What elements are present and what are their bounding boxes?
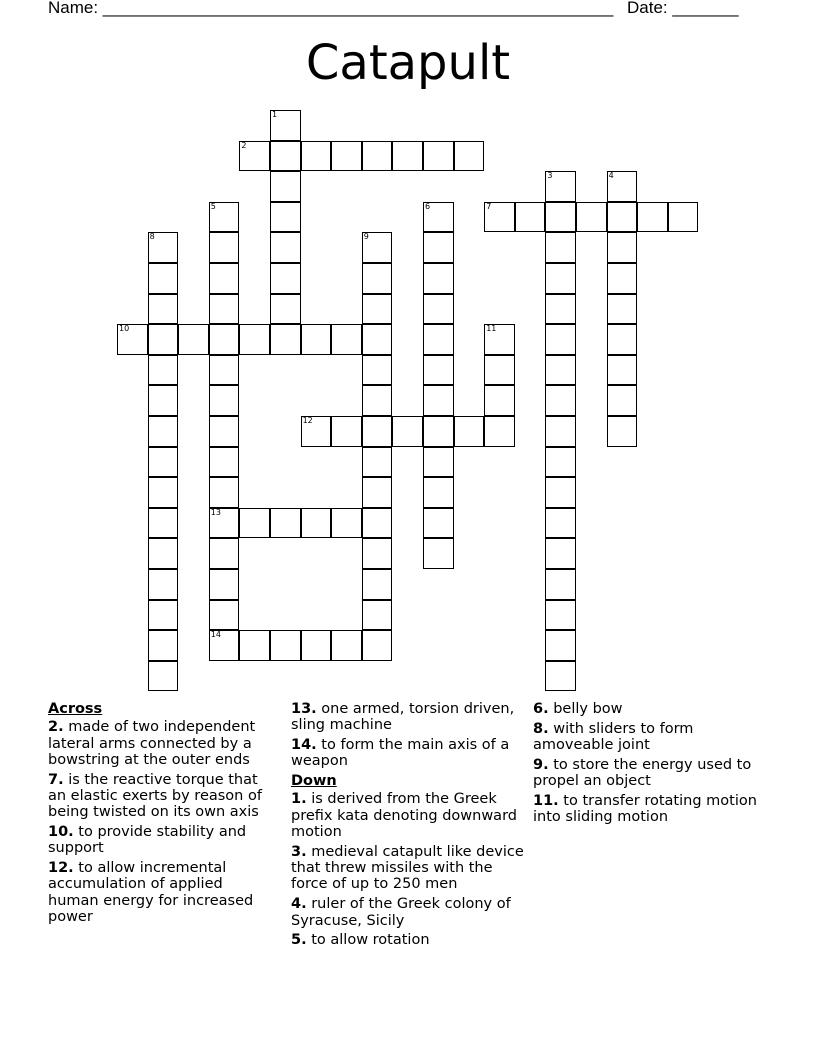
grid-cell[interactable] <box>545 324 576 355</box>
grid-cell[interactable] <box>545 294 576 325</box>
grid-cell[interactable] <box>209 538 240 569</box>
grid-cell[interactable] <box>270 202 301 233</box>
clue-number-label: 13. <box>291 701 317 717</box>
grid-cell[interactable] <box>423 202 454 233</box>
clue-number-label: 4. <box>291 896 307 913</box>
grid-cell[interactable] <box>209 294 240 325</box>
clue-number: 11 <box>486 324 497 334</box>
grid-cell[interactable] <box>607 294 638 325</box>
grid-cell[interactable] <box>301 324 332 355</box>
grid-cell[interactable] <box>607 263 638 294</box>
grid-cell[interactable] <box>423 385 454 416</box>
grid-cell[interactable] <box>301 630 332 661</box>
clue-text: ruler of the Greek colony of Syracuse, Sicily <box>291 896 511 929</box>
grid-cell[interactable] <box>607 385 638 416</box>
clue-number: 13 <box>210 507 221 517</box>
clue-text: to form the main axis of a weapon <box>291 737 510 770</box>
grid-cell[interactable] <box>148 600 179 631</box>
clue-number-label: 6. <box>533 701 549 717</box>
grid-cell[interactable] <box>148 630 179 661</box>
grid-cell[interactable] <box>148 661 179 692</box>
clue-number: 4 <box>608 171 614 181</box>
grid-cell[interactable] <box>178 324 209 355</box>
grid-cell[interactable] <box>270 324 301 355</box>
clue-item <box>533 757 773 790</box>
clue-number: 1 <box>272 110 278 119</box>
grid-cell[interactable] <box>239 324 270 355</box>
clue-item <box>291 737 527 770</box>
grid-cell[interactable] <box>270 630 301 661</box>
clue-number: 8 <box>149 232 155 242</box>
grid-cell[interactable] <box>423 508 454 539</box>
grid-cell[interactable] <box>576 202 607 233</box>
grid-cell[interactable] <box>239 508 270 539</box>
grid-cell[interactable] <box>331 630 362 661</box>
grid-cell[interactable] <box>301 416 332 447</box>
grid-cell[interactable] <box>148 355 179 386</box>
grid-cell[interactable] <box>607 232 638 263</box>
grid-cell[interactable] <box>607 171 638 202</box>
grid-cell[interactable] <box>607 355 638 386</box>
grid-cell[interactable] <box>454 416 485 447</box>
grid-cell[interactable] <box>545 232 576 263</box>
grid-cell[interactable] <box>423 447 454 478</box>
date-field[interactable]: Date: _______ <box>627 0 739 17</box>
grid-cell[interactable] <box>301 141 332 172</box>
grid-cell[interactable] <box>454 141 485 172</box>
grid-cell[interactable] <box>423 538 454 569</box>
grid-cell[interactable] <box>668 202 699 233</box>
clue-number: 9 <box>363 232 369 242</box>
grid-cell[interactable] <box>209 600 240 631</box>
grid-cell[interactable] <box>362 477 393 508</box>
clue-number-label: 11. <box>533 792 559 809</box>
grid-cell[interactable] <box>545 661 576 692</box>
down-heading: Down <box>291 773 337 790</box>
grid-cell[interactable] <box>148 263 179 294</box>
clue-text: to allow incremental accumulation of applied human energy for increased power <box>48 860 254 926</box>
grid-cell[interactable] <box>209 232 240 263</box>
grid-cell[interactable] <box>423 141 454 172</box>
grid-cell[interactable] <box>362 294 393 325</box>
grid-cell[interactable] <box>331 416 362 447</box>
grid-cell[interactable] <box>270 508 301 539</box>
clue-item <box>533 793 773 826</box>
grid-cell[interactable] <box>362 416 393 447</box>
page-title: Catapult <box>305 35 511 91</box>
grid-cell[interactable] <box>331 141 362 172</box>
clue-item <box>533 721 773 754</box>
grid-cell[interactable] <box>209 385 240 416</box>
across-heading: Across <box>48 701 103 717</box>
grid-cell[interactable] <box>209 630 240 661</box>
grid-cell[interactable] <box>545 263 576 294</box>
clue-text: is derived from the Greek prefix kata denoting downward motion <box>291 791 517 841</box>
grid-cell[interactable] <box>209 447 240 478</box>
grid-cell[interactable] <box>607 202 638 233</box>
grid-cell[interactable] <box>148 508 179 539</box>
clue-text: made of two independent lateral arms connected by a bowstring at the outer ends <box>48 719 256 768</box>
clue-item <box>291 791 527 840</box>
grid-cell[interactable] <box>362 569 393 600</box>
grid-cell[interactable] <box>209 355 240 386</box>
grid-cell[interactable] <box>148 416 179 447</box>
grid-cell[interactable] <box>484 355 515 386</box>
grid-cell[interactable] <box>545 416 576 447</box>
grid-cell[interactable] <box>545 171 576 202</box>
grid-cell[interactable] <box>484 324 515 355</box>
clue-number: 7 <box>486 201 492 211</box>
clue-text: to provide stability and support <box>48 824 247 857</box>
grid-cell[interactable] <box>148 294 179 325</box>
clue-number-label: 5. <box>291 932 307 949</box>
grid-cell[interactable] <box>362 141 393 172</box>
grid-cell[interactable] <box>392 141 423 172</box>
clue-number: 2 <box>241 140 247 150</box>
grid-cell[interactable] <box>545 569 576 600</box>
grid-cell[interactable] <box>270 263 301 294</box>
grid-cell[interactable] <box>423 416 454 447</box>
clue-number: 12 <box>302 416 313 425</box>
grid-cell[interactable] <box>209 263 240 294</box>
grid-cell[interactable] <box>392 416 423 447</box>
clue-number-label: 1. <box>291 791 307 808</box>
clue-item <box>48 719 273 768</box>
grid-cell[interactable] <box>545 538 576 569</box>
grid-cell[interactable] <box>362 263 393 294</box>
grid-cell[interactable] <box>607 416 638 447</box>
grid-cell[interactable] <box>362 355 393 386</box>
clue-number: 10 <box>119 324 130 334</box>
clue-item <box>291 932 527 948</box>
grid-cell[interactable] <box>148 538 179 569</box>
grid-cell[interactable] <box>423 232 454 263</box>
clue-number: 5 <box>210 201 216 211</box>
grid-cell[interactable] <box>301 508 332 539</box>
clue-number: 3 <box>547 171 553 181</box>
grid-cell[interactable] <box>148 385 179 416</box>
grid-cell[interactable] <box>515 202 546 233</box>
grid-cell[interactable] <box>209 416 240 447</box>
grid-cell[interactable] <box>148 324 179 355</box>
clue-text: medieval catapult like device that threw missiles with the force of up to 250 men <box>291 843 524 893</box>
grid-cell[interactable] <box>545 477 576 508</box>
grid-cell[interactable] <box>545 385 576 416</box>
clue-item <box>291 701 527 734</box>
clue-number-label: 3. <box>291 843 307 860</box>
clue-number-label: 14. <box>291 737 317 754</box>
grid-cell[interactable] <box>270 232 301 263</box>
grid-cell[interactable] <box>209 508 240 539</box>
grid-cell[interactable] <box>239 630 270 661</box>
grid-cell[interactable] <box>362 600 393 631</box>
clue-item <box>291 844 527 893</box>
grid-cell[interactable] <box>362 232 393 263</box>
clue-item <box>291 896 527 929</box>
grid-cell[interactable] <box>484 416 515 447</box>
grid-cell[interactable] <box>484 385 515 416</box>
grid-cell[interactable] <box>423 263 454 294</box>
grid-cell[interactable] <box>545 355 576 386</box>
clue-column-2 <box>291 701 527 952</box>
grid-cell[interactable] <box>637 202 668 233</box>
grid-cell[interactable] <box>270 110 301 141</box>
grid-cell[interactable] <box>545 508 576 539</box>
clue-text: to transfer rotating motion into sliding motion <box>533 792 757 826</box>
clue-number-label: 7. <box>48 771 64 788</box>
grid-cell[interactable] <box>362 324 393 355</box>
clue-item <box>533 701 773 717</box>
grid-cell[interactable] <box>209 324 240 355</box>
grid-cell[interactable] <box>545 630 576 661</box>
clue-column-1 <box>48 701 273 929</box>
clue-number-label: 8. <box>533 720 549 737</box>
grid-cell[interactable] <box>423 324 454 355</box>
grid-cell[interactable] <box>423 355 454 386</box>
clue-text: to allow rotation <box>306 932 430 949</box>
clue-text: to store the energy used to propel an object <box>533 756 752 790</box>
grid-cell[interactable] <box>607 324 638 355</box>
clue-text: with sliders to form amoveable joint <box>533 720 694 754</box>
grid-cell[interactable] <box>270 294 301 325</box>
grid-cell[interactable] <box>148 569 179 600</box>
clue-number-label: 9. <box>533 756 549 773</box>
clue-number-label: 2. <box>48 719 64 736</box>
grid-cell[interactable] <box>545 600 576 631</box>
grid-cell[interactable] <box>117 324 148 355</box>
name-field[interactable]: Name: ______________________________________________________ <box>48 0 614 17</box>
grid-cell[interactable] <box>331 508 362 539</box>
clue-item <box>48 824 273 857</box>
clue-number: 6 <box>425 201 431 211</box>
clue-column-3 <box>533 701 773 829</box>
grid-cell[interactable] <box>362 447 393 478</box>
clue-text: one armed, torsion driven, sling machine <box>291 701 515 734</box>
grid-cell[interactable] <box>484 202 515 233</box>
grid-cell[interactable] <box>209 569 240 600</box>
grid-cell[interactable] <box>148 232 179 263</box>
grid-cell[interactable] <box>545 447 576 478</box>
grid-cell[interactable] <box>423 294 454 325</box>
grid-cell[interactable] <box>362 385 393 416</box>
clue-number: 14 <box>210 630 221 640</box>
clue-item <box>48 772 273 821</box>
grid-cell[interactable] <box>423 477 454 508</box>
grid-cell[interactable] <box>148 477 179 508</box>
clue-text: is the reactive torque that an elastic exerts by reason of being twisted on its own axis <box>48 771 262 821</box>
clue-text: belly bow <box>548 701 623 717</box>
clue-number-label: 12. <box>48 860 74 877</box>
grid-cell[interactable] <box>270 141 301 172</box>
grid-cell[interactable] <box>209 477 240 508</box>
grid-cell[interactable] <box>239 141 270 172</box>
grid-cell[interactable] <box>362 538 393 569</box>
grid-cell[interactable] <box>209 202 240 233</box>
clue-item <box>48 860 273 925</box>
clue-number-label: 10. <box>48 824 74 841</box>
grid-cell[interactable] <box>270 171 301 202</box>
grid-cell[interactable] <box>362 508 393 539</box>
grid-cell[interactable] <box>148 447 179 478</box>
grid-cell[interactable] <box>362 630 393 661</box>
grid-cell[interactable] <box>331 324 362 355</box>
grid-cell[interactable] <box>545 202 576 233</box>
